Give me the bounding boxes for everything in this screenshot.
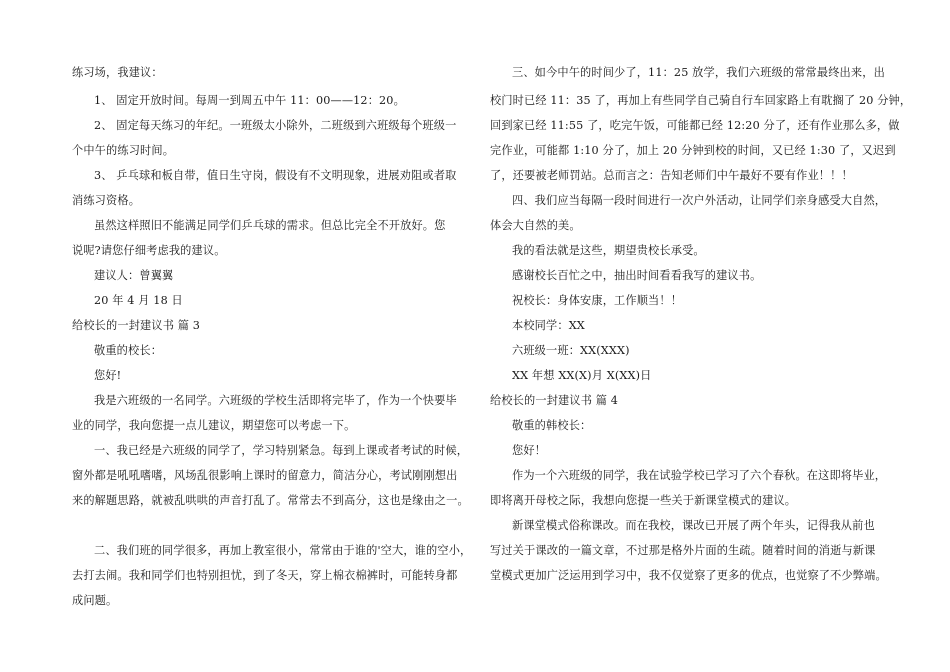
text-line: 校门时已经 11：35 了，再加上有些同学自己骑自行车回家路上有耽搁了 20 分钟， (490, 94, 912, 107)
text-line: 消练习资格。 (72, 194, 141, 207)
text-line: 我是六班级的一名同学。六班级的学校生活即将完毕了，作为一个快要毕 (94, 394, 457, 407)
text-line: 练习场，我建议： (72, 66, 163, 79)
text-line: 写过关于课改的一篇文章，不过那是格外片面的生疏。随着时间的消逝与新课 (490, 544, 876, 557)
text-line: 四、我们应当每隔一段时间进行一次户外活动，让同学们亲身感受大自然， (512, 194, 887, 207)
date-line: 20 年 4 月 18 日 (94, 294, 183, 307)
text-line: 2、 固定每天练习的年纪。一班级太小除外，二班级到六班级每个班级一 (94, 119, 457, 132)
signature-line: 建议人：曾翼翼 (94, 269, 174, 282)
text-line: 来的解题思路，就被乱哄哄的声音打乱了。常常去不到高分，这也是缘由之一。 (72, 494, 469, 507)
section-heading: 给校长的一封建议书 篇 3 (72, 319, 201, 332)
text-line: 完作业，可能都 1:10 分了，加上 20 分钟到校的时间，又已经 1:30 了，又迟到 (490, 144, 896, 157)
text-line: 我的看法就是这些，期望贵校长承受。 (512, 244, 705, 257)
text-line: 窗外都是吼吼嗜嗜，风场乱很影响上课时的留意力，简洁分心，考试刚刚想出 (72, 469, 458, 482)
text-line: 说呢?请您仔细考虑我的建议。 (72, 244, 226, 257)
text-line: 回到家已经 11:55 了，吃完午饭，可能都已经 12:20 分了，还有作业那么多，做 (490, 119, 900, 132)
section-heading: 给校长的一封建议书 篇 4 (490, 394, 619, 407)
text-line: 感谢校长百忙之中，抽出时间看看我写的建议书。 (512, 269, 762, 282)
text-line: 业的同学，我向您提一点儿建议，期望您可以考虑一下。 (72, 419, 356, 432)
signature-line: 六班级一班：XX(XXX) (512, 344, 630, 357)
text-line: 虽然这样照旧不能满足同学们乒乓球的需求。但总比完全不开放好。您 (94, 219, 446, 232)
text-line: 祝校长：身体安康，工作顺当！！ (512, 294, 683, 307)
text-line: 三、如今中午的时间少了，11：25 放学，我们六班级的常常最终出来，出 (512, 66, 885, 79)
text-line: 成问题。 (72, 594, 118, 607)
salutation: 敬重的韩校长： (512, 419, 592, 432)
text-line: 3、 乒乓球和板自带，值日生守岗，假设有不文明现象，进展劝阻或者取 (94, 169, 457, 182)
text-line: 即将离开母校之际，我想向您提一些关于新课堂模式的建议。 (490, 494, 797, 507)
greeting: 您好！ (512, 444, 547, 457)
date-line: XX 年想 XX(X)月 X(XX)日 (512, 369, 652, 382)
text-line: 个中午的练习时间。 (72, 144, 175, 157)
text-line: 1、 固定开放时间。每周一到周五中午 11：00——12：20。 (94, 94, 405, 107)
text-line: 一、我已经是六班级的同学了，学习特别紧急。每到上课或者考试的时候， (94, 444, 469, 457)
signature-line: 本校同学：XX (512, 319, 585, 332)
text-line: 二、我们班的同学很多，再加上教室很小，常常由于谁的'空大，谁的空小， (94, 544, 472, 557)
salutation: 敬重的校长： (94, 344, 163, 357)
text-line: 体会大自然的美。 (490, 219, 581, 232)
greeting: 您好! (94, 369, 122, 382)
text-line: 堂模式更加广泛运用到学习中，我不仅觉察了更多的优点，也觉察了不少弊端。 (490, 569, 887, 582)
text-line: 去打去闹。我和同学们也特别担忧，到了冬天，穿上棉衣棉裤时，可能转身都 (72, 569, 458, 582)
text-line: 新课堂模式俗称课改。而在我校，课改已开展了两个年头，记得我从前也 (512, 519, 875, 532)
text-line: 了，还要被老师罚站。总而言之：告知老师们中午最好不要有作业！！！ (490, 169, 853, 182)
text-line: 作为一个六班级的同学，我在试验学校已学习了六个春秋。在这即将毕业， (512, 469, 887, 482)
